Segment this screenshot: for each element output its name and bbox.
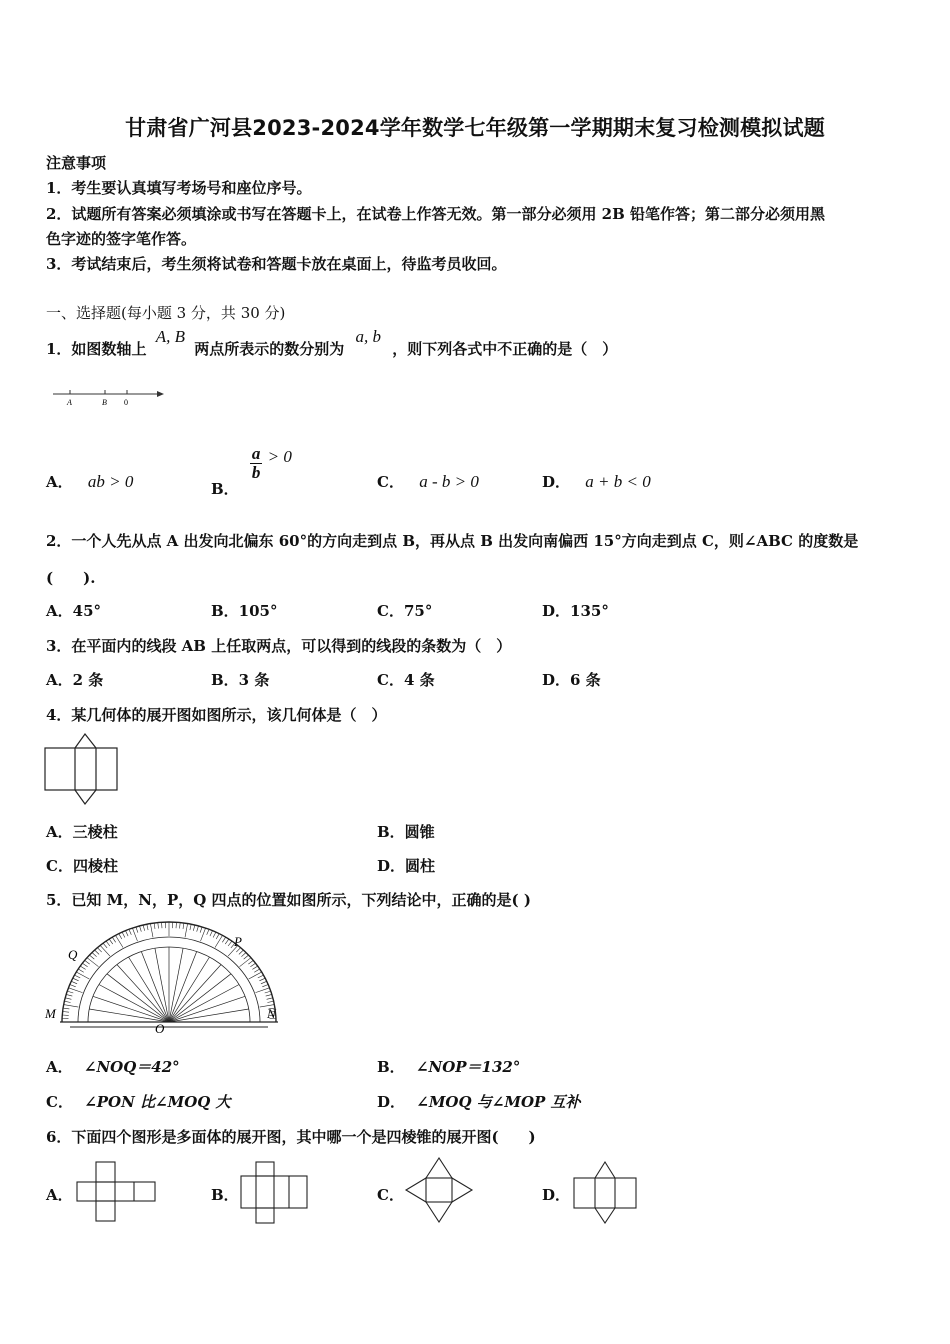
page-title: 甘肃省广河县2023-2024学年数学七年级第一学期期末复习检测模拟试题	[125, 116, 825, 140]
protractor-tick	[241, 953, 246, 957]
protractor-tick	[65, 998, 71, 1000]
protractor-tick	[261, 981, 267, 984]
q2-option-a[interactable]: A．45°	[46, 602, 102, 620]
protractor-tick	[248, 960, 253, 964]
point-q-label: Q	[68, 947, 78, 962]
protractor-tick	[119, 934, 122, 939]
protractor-tick	[71, 981, 77, 984]
q6-option-d[interactable]: D．	[542, 1186, 571, 1204]
protractor-tick	[162, 922, 163, 928]
question-2-text: 2．一个人先从点 A 出发向北偏东 60°的方向走到点 B，再从点 B 出发向南偏西 15°方向走到点 C，则∠ABC 的度数是	[46, 532, 859, 550]
q4-option-a[interactable]: A．三棱柱	[46, 823, 118, 841]
protractor-tick	[64, 1001, 70, 1002]
q1-option-d[interactable]: D． a + b < 0	[542, 472, 651, 491]
protractor-tick	[73, 978, 79, 981]
protractor-tick	[143, 925, 145, 931]
protractor-tick	[259, 978, 265, 981]
q5-option-a[interactable]: A． ∠NOQ＝42°	[46, 1058, 180, 1076]
protractor-tick	[210, 931, 213, 937]
notice-item: 色字迹的签字笔作答。	[46, 230, 197, 248]
net-d-figure	[572, 1160, 640, 1226]
protractor-tick	[154, 923, 155, 929]
section-heading: 一、选择题(每小题 3 分，共 30 分)	[46, 304, 286, 322]
question-1-text: 1．如图数轴上 A, B 两点所表示的数分别为 a, b ，则下列各式中不正确的是（ ）	[46, 327, 618, 358]
protractor-tick	[183, 923, 184, 929]
q1-option-a[interactable]: A． ab > 0	[46, 472, 134, 491]
protractor-tick	[193, 925, 195, 931]
q1-var-values: a, b	[355, 327, 381, 346]
protractor-tick	[76, 972, 89, 979]
protractor-tick	[207, 929, 209, 935]
protractor-tick	[258, 975, 264, 978]
net-a-figure	[74, 1160, 158, 1224]
q5-option-d[interactable]: D． ∠MOQ 与∠MOP 互补	[377, 1093, 581, 1111]
net-b-figure	[238, 1160, 310, 1226]
q3-option-a[interactable]: A．2 条	[46, 671, 104, 689]
protractor	[60, 922, 278, 1027]
axis-label-zero: 0	[124, 398, 128, 407]
protractor-tick	[103, 943, 107, 948]
notice-item: 2．试题所有答案必须填涂或书写在答题卡上，在试卷上作答无效。第一部分必须用 2B 铅笔作答；第二部分必须用黑	[46, 205, 826, 223]
point-n-label: N	[267, 1006, 276, 1021]
protractor-tick	[213, 932, 216, 937]
protractor-tick	[249, 972, 262, 979]
protractor-tick	[109, 939, 113, 944]
protractor-tick	[67, 991, 73, 993]
protractor-tick	[267, 998, 273, 1000]
q4-option-c[interactable]: C．四棱柱	[46, 857, 118, 875]
axis-label-a: A	[67, 398, 72, 407]
question-3-text: 3．在平面内的线段 AB 上任取两点，可以得到的线段的条数为（ ）	[46, 637, 512, 655]
axis-label-b: B	[102, 398, 107, 407]
notice-heading: 注意事项	[46, 154, 107, 172]
protractor-tick	[82, 963, 87, 967]
q3-option-b[interactable]: B．3 条	[211, 671, 270, 689]
protractor-tick	[158, 923, 159, 929]
q3-option-c[interactable]: C．4 条	[377, 671, 435, 689]
protractor-tick	[190, 924, 191, 930]
protractor-tick	[75, 975, 81, 978]
protractor-tick	[106, 941, 110, 946]
q1-var-ab: A, B	[155, 327, 185, 346]
q4-option-b[interactable]: B．圆锥	[377, 823, 435, 841]
q2-option-b[interactable]: B．105°	[211, 602, 278, 620]
protractor-tick	[63, 1012, 69, 1013]
protractor-tick	[266, 994, 272, 996]
protractor-tick	[265, 991, 271, 993]
protractor-tick	[216, 934, 219, 939]
q6-option-c[interactable]: C．	[377, 1186, 404, 1204]
protractor-tick	[185, 924, 188, 938]
point-p-label: P	[234, 934, 242, 949]
notice-item: 1．考生要认真填写考场号和座位序号。	[46, 179, 312, 197]
question-2-paren: ( ).	[46, 569, 96, 587]
net-c-figure	[404, 1156, 474, 1224]
protractor-tick	[252, 966, 257, 969]
protractor-tick	[87, 958, 99, 967]
protractor-tick	[222, 937, 225, 942]
protractor-tick	[150, 924, 153, 938]
protractor-tick	[250, 963, 255, 967]
q1-option-c[interactable]: C． a - b > 0	[377, 472, 479, 491]
protractor-tick	[254, 969, 259, 972]
q2-option-d[interactable]: D．135°	[542, 602, 609, 620]
protractor-tick	[63, 1008, 69, 1009]
protractor-tick	[262, 985, 268, 987]
protractor-tick	[112, 937, 115, 942]
q4-option-d[interactable]: D．圆柱	[377, 857, 436, 875]
protractor-tick	[122, 932, 125, 937]
protractor-tick	[78, 969, 83, 972]
protractor-tick	[64, 1005, 79, 1008]
protractor-tick	[85, 960, 90, 964]
protractor-tick	[197, 926, 199, 932]
protractor-tick	[176, 922, 177, 928]
protractor-tick	[180, 923, 181, 929]
protractor-figure	[42, 918, 287, 1036]
protractor-tick	[100, 945, 110, 956]
q6-option-a[interactable]: A．	[46, 1186, 73, 1204]
protractor-tick	[66, 994, 72, 996]
protractor-tick	[240, 958, 252, 967]
protractor-tick	[228, 941, 232, 946]
question-5-text: 5．已知 M，N，P，Q 四点的位置如图所示，下列结论中，正确的是( )	[46, 891, 531, 909]
q5-option-b[interactable]: B． ∠NOP＝132°	[377, 1058, 521, 1076]
protractor-tick	[95, 950, 99, 954]
notice-item: 3．考试结束后，考生须将试卷和答题卡放在桌面上，待监考员收回。	[46, 255, 507, 273]
protractor-tick	[70, 985, 76, 987]
q2-option-c[interactable]: C．75°	[377, 602, 433, 620]
protractor-tick	[140, 926, 142, 932]
number-line	[50, 385, 170, 411]
protractor-tick	[116, 935, 124, 947]
q6-option-b[interactable]: B．	[211, 1186, 239, 1204]
protractor-tick	[97, 948, 101, 952]
center-o-label: O	[155, 1021, 165, 1036]
protractor-tick	[92, 953, 97, 957]
protractor-tick	[129, 929, 131, 935]
protractor-tick	[136, 927, 138, 933]
protractor-tick	[239, 950, 243, 954]
protractor-tick	[80, 966, 85, 969]
protractor-tick	[200, 927, 202, 933]
protractor-tick	[215, 935, 223, 947]
protractor-tick	[225, 939, 229, 944]
protractor-tick	[244, 955, 249, 959]
point-m-label: M	[45, 1006, 56, 1021]
q3-option-d[interactable]: D．6 条	[542, 671, 601, 689]
question-6-text: 6．下面四个图形是多面体的展开图，其中哪一个是四棱锥的展开图( )	[46, 1128, 536, 1146]
protractor-tick	[267, 1001, 273, 1002]
protractor-tick	[147, 924, 148, 930]
prism-net-figure	[44, 732, 120, 808]
protractor-tick	[90, 955, 95, 959]
q5-option-c[interactable]: C． ∠PON 比∠MOQ 大	[46, 1093, 231, 1111]
protractor-tick	[126, 931, 129, 937]
question-4-text: 4．某几何体的展开图如图所示，该几何体是（ ）	[46, 706, 387, 724]
q1-option-b[interactable]: B． $\frac{a}{b}$ > 0	[211, 444, 292, 498]
